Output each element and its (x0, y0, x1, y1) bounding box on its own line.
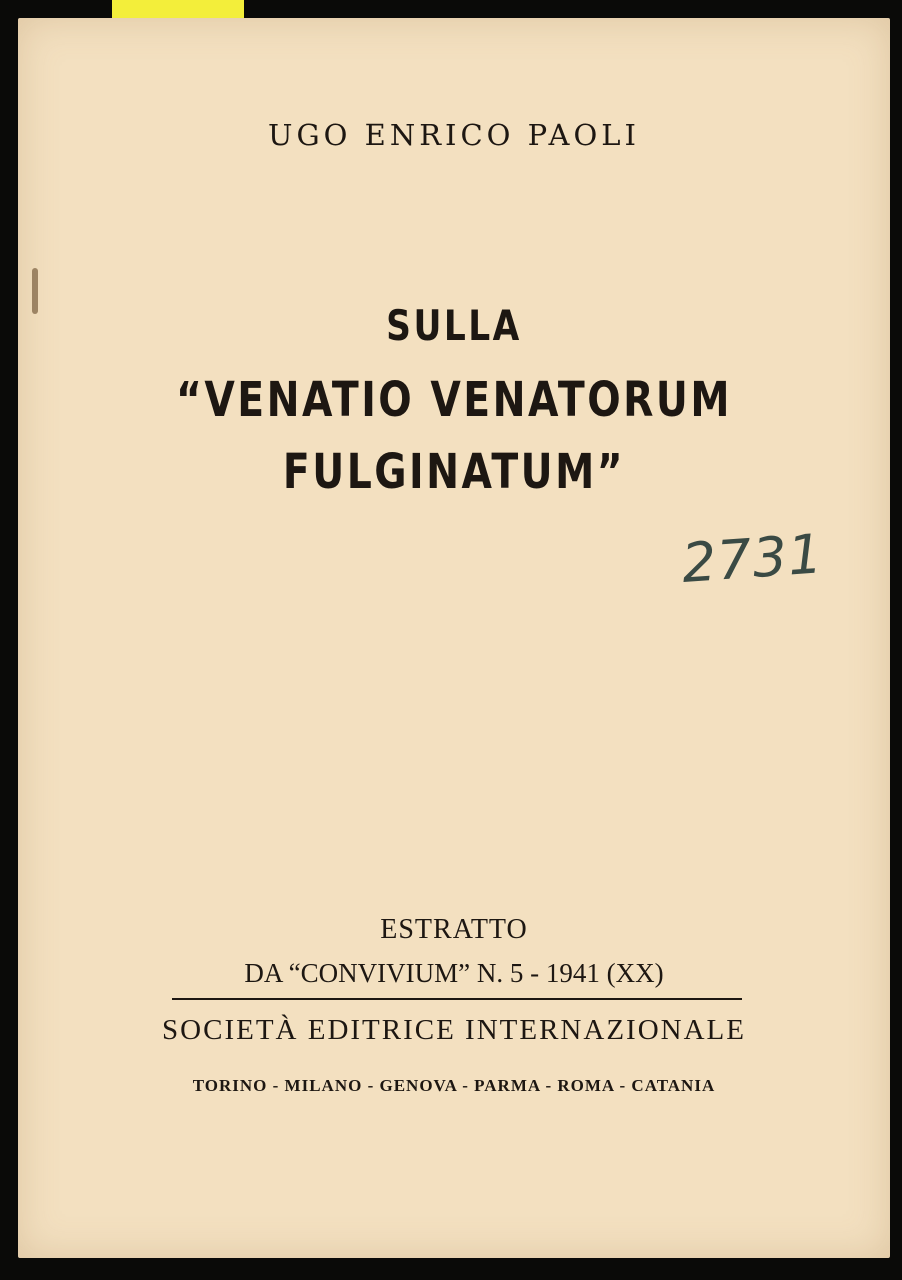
divider-rule (172, 998, 742, 1000)
binding-stain (32, 268, 38, 314)
yellow-tag-sticker (112, 0, 244, 18)
publisher-cities: TORINO - MILANO - GENOVA - PARMA - ROMA - CATANIA (192, 1076, 716, 1095)
extract-label: ESTRATTO (380, 914, 528, 945)
title-line-1: SULLA (386, 301, 522, 350)
handwritten-inventory-number: 2731 (679, 522, 826, 595)
publisher-name: SOCIETÀ EDITRICE INTERNAZIONALE (162, 1014, 746, 1046)
book-cover (18, 18, 890, 1258)
author-name: UGO ENRICO PAOLI (268, 118, 640, 152)
title-line-2: “VENATIO VENATORUM (176, 372, 732, 428)
title-line-3: FULGINATUM” (282, 444, 626, 500)
source-citation: DA “CONVIVIUM” N. 5 - 1941 (XX) (244, 958, 664, 988)
